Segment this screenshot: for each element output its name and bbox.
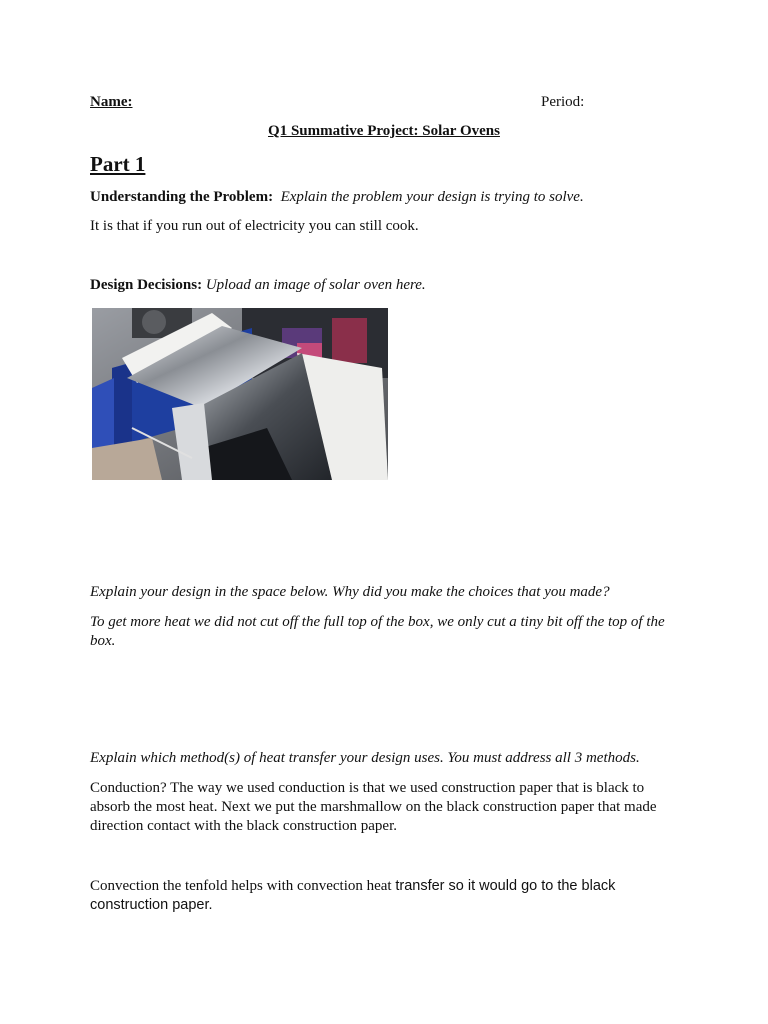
design-decisions-label: Design Decisions: (90, 277, 203, 293)
understanding-label: Understanding the Problem: (90, 189, 274, 205)
design-decisions-line (90, 276, 680, 295)
convection-answer (90, 877, 650, 915)
explain-design-prompt-text: Explain your design in the space below. Why did you make the choices that you made? (90, 584, 610, 600)
conduction-answer: Conduction? The way we used conduction is that we used construction paper that is black to absorb the most heat. Next we put the marshmallow on the black construction paper that made direction contact with the black construction paper. (90, 780, 657, 834)
design-decisions-prompt: Upload an image of solar oven here. (205, 277, 426, 293)
convection-lead: Convection the tenfold helps with convection heat (90, 878, 396, 894)
explain-design-answer (90, 613, 680, 651)
part-heading: Part 1 (90, 152, 146, 176)
understanding-answer: It is that if you run out of electricity you can still cook. (90, 218, 419, 234)
heat-transfer-prompt-text: Explain which method(s) of heat transfer your design uses. You must address all 3 methods. (90, 750, 640, 766)
understanding-prompt: Explain the problem your design is trying to solve. (280, 189, 584, 205)
name-label: Name: (90, 94, 133, 110)
solar-oven-photo (92, 308, 388, 480)
convection-rest: transfer so it would go to the black construction paper. (90, 878, 616, 913)
explain-design-prompt (90, 583, 680, 602)
document-title: Q1 Summative Project: Solar Ovens (268, 123, 500, 139)
understanding-prompt-line (90, 188, 680, 207)
period-label: Period: (541, 94, 585, 110)
heat-transfer-prompt (90, 749, 680, 768)
explain-design-answer-text: To get more heat we did not cut off the full top of the box, we only cut a tiny bit off the top of the box. (90, 614, 665, 649)
